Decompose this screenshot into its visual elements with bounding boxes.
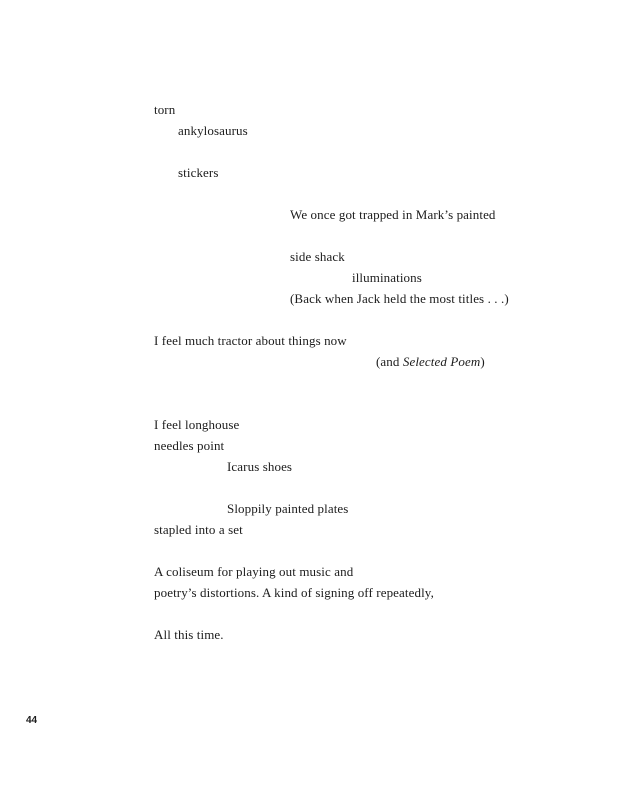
- poem-line-torn: torn: [154, 102, 176, 117]
- page-number: 44: [26, 715, 38, 726]
- poem-line-needles: needles point: [154, 438, 225, 453]
- selected-poem-close: ): [480, 354, 485, 369]
- poem-line-plates: Sloppily painted plates: [227, 501, 349, 516]
- poem-line-stickers: stickers: [178, 165, 219, 180]
- poem-line-distortions: poetry’s distortions. A kind of signing off repeatedly,: [154, 585, 434, 600]
- poem-line-side-shack: side shack: [290, 249, 345, 264]
- poem-line-icarus: Icarus shoes: [227, 459, 293, 474]
- poem-line-illuminations: illuminations: [352, 270, 422, 285]
- poem-line-longhouse: I feel longhouse: [154, 417, 240, 432]
- poem-line-coliseum: A coliseum for playing out music and: [154, 564, 354, 579]
- poem-line-back-when: (Back when Jack held the most titles . . .): [290, 291, 509, 306]
- poem-line-stapled: stapled into a set: [154, 522, 243, 537]
- poem-line-tractor: I feel much tractor about things now: [154, 333, 347, 348]
- selected-poem-title: Selected Poem: [402, 354, 481, 369]
- poem-line-ankylosaurus: ankylosaurus: [178, 123, 248, 138]
- poem-line-all-this-time: All this time.: [154, 627, 224, 642]
- selected-poem-open: (and: [376, 354, 403, 369]
- poem-line-selected-poem: [376, 354, 485, 370]
- poem-line-trapped: We once got trapped in Mark’s painted: [290, 207, 496, 222]
